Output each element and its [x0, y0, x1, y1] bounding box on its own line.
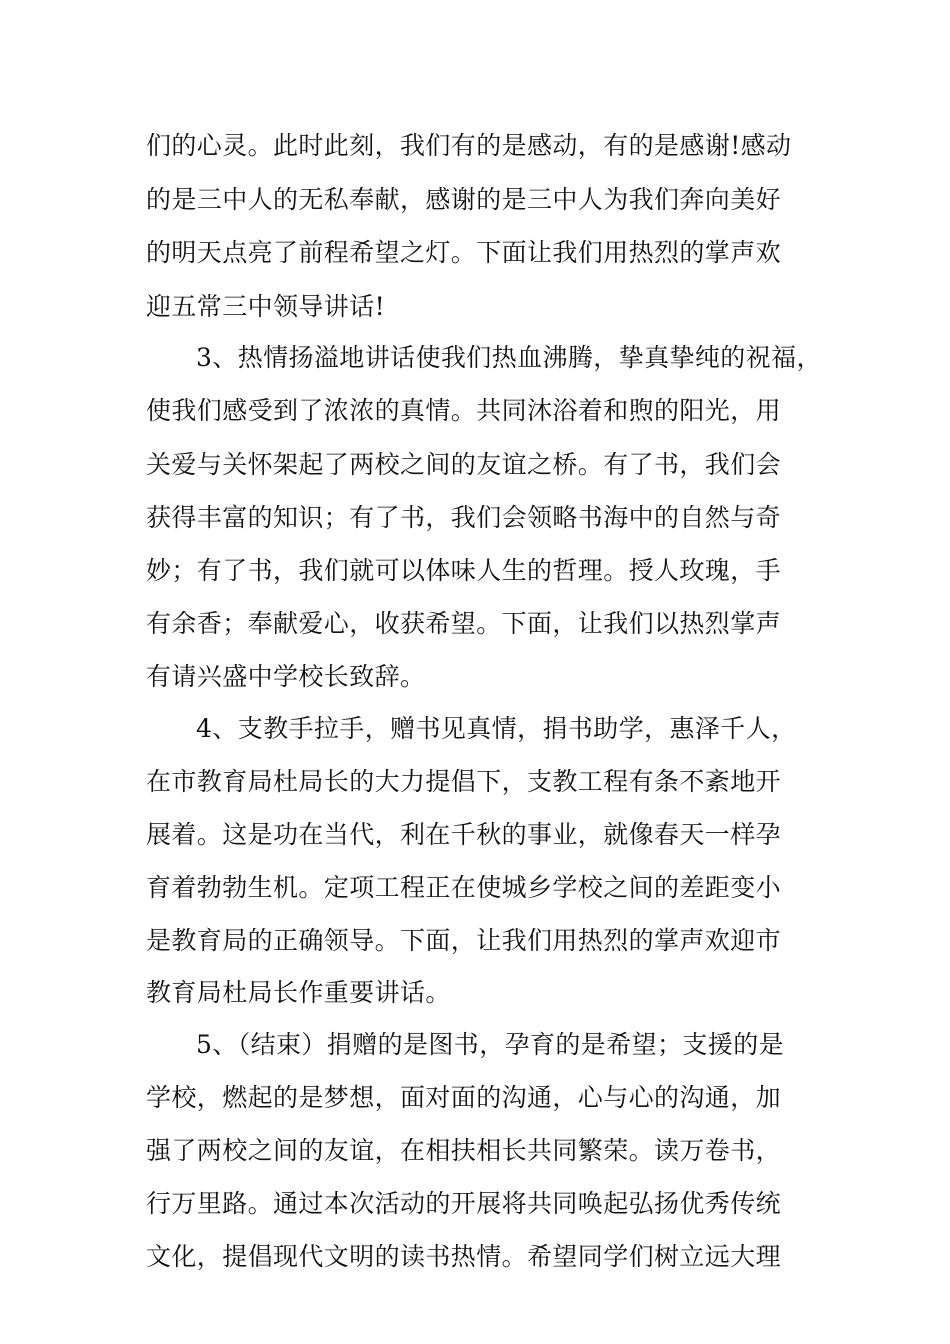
- text-line: 教育局杜局长作重要讲话。: [146, 978, 451, 1007]
- paragraph-5-first-line: 5、（结束）捐赠的是图书，孕育的是希望；支援的是: [196, 1030, 785, 1059]
- text-line: 的是三中人的无私奉献，感谢的是三中人为我们奔向美好: [146, 185, 782, 214]
- text-line: 迎五常三中领导讲话!: [146, 292, 386, 321]
- text-line: 行万里路。通过本次活动的开展将共同唤起弘扬优秀传统: [146, 1189, 782, 1218]
- text-line: 使我们感受到了浓浓的真情。共同沐浴着和煦的阳光，用: [146, 396, 782, 425]
- paragraph-3-first-line: 3、热情扬溢地讲话使我们热血沸腾，挚真挚纯的祝福，: [196, 343, 822, 372]
- text-line: 展着。这是功在当代，利在千秋的事业，就像春天一样孕: [146, 820, 782, 849]
- text-line: 强了两校之间的友谊，在相扶相长共同繁荣。读万卷书，: [146, 1136, 782, 1165]
- text-line: 获得丰富的知识；有了书，我们会领略书海中的自然与奇: [146, 503, 782, 532]
- text-line: 在市教育局杜局长的大力提倡下，支教工程有条不紊地开: [146, 767, 782, 796]
- text-line: 妙；有了书，我们就可以体味人生的哲理。授人玫瑰，手: [146, 556, 782, 585]
- text-line: 的明天点亮了前程希望之灯。下面让我们用热烈的掌声欢: [146, 238, 782, 267]
- text-line: 育着勃勃生机。定项工程正在使城乡学校之间的差距变小: [146, 873, 782, 902]
- text-line: 们的心灵。此时此刻，我们有的是感动，有的是感谢!感动: [146, 131, 792, 160]
- text-line: 是教育局的正确领导。下面，让我们用热烈的掌声欢迎市: [146, 926, 782, 955]
- text-line: 有请兴盛中学校长致辞。: [146, 662, 426, 691]
- text-line: 文化，提倡现代文明的读书热情。希望同学们树立远大理: [146, 1242, 782, 1271]
- text-line: 有余香；奉献爱心，收获希望。下面，让我们以热烈掌声: [146, 609, 782, 638]
- text-line: 关爱与关怀架起了两校之间的友谊之桥。有了书，我们会: [146, 450, 782, 479]
- text-line: 学校，燃起的是梦想，面对面的沟通，心与心的沟通，加: [146, 1083, 782, 1112]
- paragraph-4-first-line: 4、支教手拉手，赠书见真情，捐书助学，惠泽千人，: [196, 714, 797, 743]
